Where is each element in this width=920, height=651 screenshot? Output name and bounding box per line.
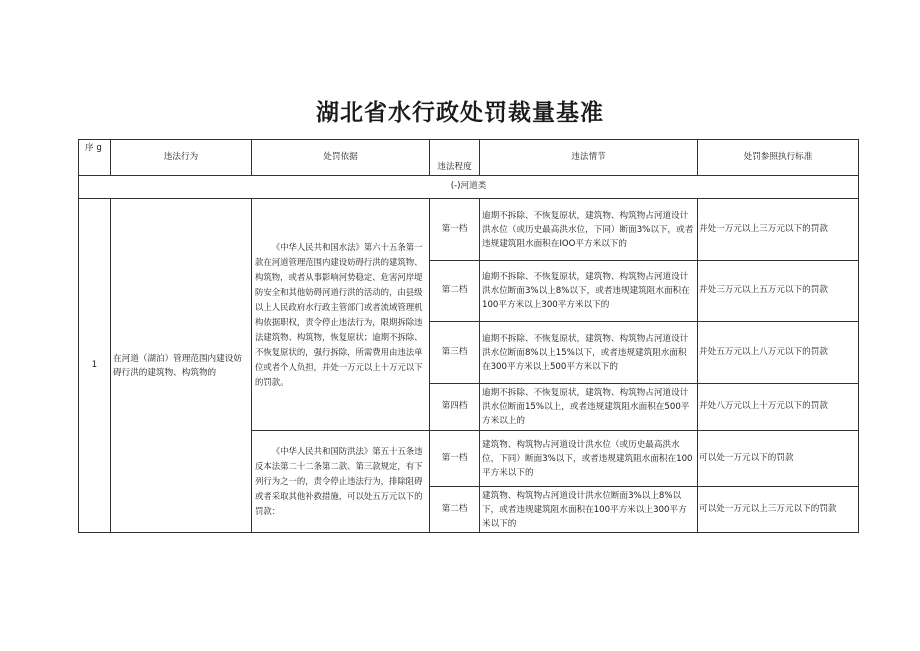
penalty-standard-table bbox=[78, 139, 859, 533]
header-basis: 处罚依据 bbox=[252, 140, 430, 176]
standard-cell: 并处一万元以上三万元以下的罚款 bbox=[698, 199, 859, 261]
header-situation: 违法情节 bbox=[480, 140, 698, 176]
level-cell: 第一档 bbox=[430, 199, 480, 261]
level-cell: 第二档 bbox=[430, 487, 480, 533]
category-label: (-)河道类 bbox=[79, 176, 859, 199]
item-act: 在河道（湖泊）管理范围内建设妨碍行洪的建筑物、构筑物的 bbox=[111, 199, 252, 533]
situation-cell: 建筑物、构筑物占河道设计洪水位断面3%以上8%以下，或者违规建筑阻水面积在100平方米以上300平方米以下的 bbox=[480, 487, 698, 533]
situation-cell: 逾期不拆除、不恢复原状，建筑物、构筑物占河道设计洪水位断面15%以上，或者违规建筑阻水面积在500平方米以上的 bbox=[480, 384, 698, 431]
standard-cell: 并处八万元以上十万元以下的罚款 bbox=[698, 384, 859, 431]
basis-flood-law: 《中华人民共和国防洪法》第五十五条违反本法第二十二条第二款、第三款规定，有下列行为之一的，责令停止违法行为，排除阻碍或者采取其他补救措施，可以处五万元以下的罚款： bbox=[252, 431, 430, 533]
table-row bbox=[79, 199, 859, 261]
header-act: 违法行为 bbox=[111, 140, 252, 176]
item-seq: 1 bbox=[79, 199, 111, 533]
level-cell: 第四档 bbox=[430, 384, 480, 431]
level-cell: 第三档 bbox=[430, 322, 480, 384]
level-cell: 第二档 bbox=[430, 261, 480, 322]
situation-cell: 逾期不拆除、不恢复原状，建筑物、构筑物占河道设计洪水位断面3%以上8%以下，或者违规建筑阻水面积在100平方米以上300平方米以下的 bbox=[480, 261, 698, 322]
standard-cell: 可以处一万元以上三万元以下的罚款 bbox=[698, 487, 859, 533]
table-header-row bbox=[79, 140, 859, 176]
header-seq: 序 g bbox=[79, 140, 111, 176]
basis-water-law: 《中华人民共和国水法》第六十五条第一款在河道管理范围内建设妨碍行洪的建筑物、构筑物，或者从事影响河势稳定、危害河岸堤防安全和其他妨碍河道行洪的活动的，由县级以上人民政府水行政主管部门或者流域管理机构依据职权，责令停止违法行为，限期拆除违法建筑物、构筑物，恢复原状；逾期不拆除、不恢复原状的，强行拆除，所需费用由违法单位或者个人负担，并处一万元以上十万元以下的罚款。 bbox=[252, 199, 430, 431]
standard-cell: 并处三万元以上五万元以下的罚款 bbox=[698, 261, 859, 322]
situation-cell: 逾期不拆除、不恢复原状，建筑物、构筑物占河道设计洪水位断面8%以上15%以下，或者违规建筑阻水面积在300平方米以上500平方米以下的 bbox=[480, 322, 698, 384]
category-row bbox=[79, 176, 859, 199]
situation-cell: 逾期不拆除、不恢复原状，建筑物、构筑物占河道设计洪水位（或历史最高洪水位，下同）断面3%以下，或者违规建筑阻水面积在IOO平方米以下的 bbox=[480, 199, 698, 261]
situation-cell: 建筑物、构筑物占河道设计洪水位（或历史最高洪水位，下同）断面3%以下，或者违规建筑阻水面积在100平方米以下的 bbox=[480, 431, 698, 487]
standard-cell: 可以处一万元以下的罚款 bbox=[698, 431, 859, 487]
standard-cell: 并处五万元以上八万元以下的罚款 bbox=[698, 322, 859, 384]
header-level: 违法程度 bbox=[430, 140, 480, 176]
header-standard: 处罚参照执行标准 bbox=[698, 140, 859, 176]
level-cell: 第一档 bbox=[430, 431, 480, 487]
page-title: 湖北省水行政处罚裁量基准 bbox=[316, 100, 604, 126]
